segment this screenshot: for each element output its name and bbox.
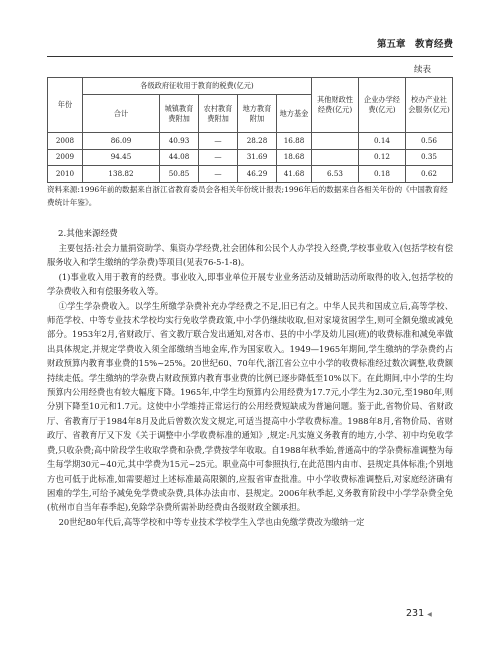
col-other: 其他财政性经费(亿元) xyxy=(312,78,359,133)
cell: 0.62 xyxy=(406,166,453,183)
cell: 0.35 xyxy=(406,149,453,166)
paragraph: ①学生学杂费收入。以学生所缴学杂费补充办学经费之不足,旧已有之。中华人民共和国成立后,高等学校、师范学校、中等专业技术学校均实行免收学费政策,中小学仍继续收取,但对家境贫困学生,则可全额免缴或减免部分。1953年2月,省财政厅、省文教厅联合发出通知,对各市、县的中小学及幼儿园(班)的收费标准和减免率做出具体规定,并规定学费收入须全部缴纳当地金库,作为国家收入。1949—1965年期间,学生缴纳的学杂费约占财政预算内教育事业费的15%~25%。20世纪60、70年代,浙江省公立中小学的收费标准经过数次调整,收费额持续走低。学生缴纳的学杂费占财政预算内教育事业费的比例已逐步降低至10%以下。在此期间,中小学的生均预算内公用经费也有较大幅度下降。1965年,中学生均预算内公用经费为17.7元,小学生为2.30元,至1980年,则分别下降至10元和1.7元。这使中小学维持正常运行的公用经费短缺成为普遍问题。鉴于此,省物价局、省财政厅、省教育厅于1984年8月及此后曾数次发文规定,可适当提高中小学收费标准。1988年8月,省物价局、省财政厅、省教育厅又下发《关于调整中小学收费标准的通知》,规定:凡实施义务教育的地方,小学、初中均免收学费,只收杂费;高中阶段学生收取学费和杂费,学费按学年收取。自1988年秋季始,普通高中的学杂费标准调整为每生每学期30元~40元,其中学费为15元~25元。职业高中可参照执行,在此范围内由市、县规定具体标准;个别地方也可低于此标准,如需要超过上述标准最高限额的,应报省审查批准。中小学收费标准调整后,对家庭经济确有困难的学生,可给予减免免学费或杂费,具体办法由市、县规定。2006年秋季起,义务教育阶段中小学学杂费全免(杭州市自当年春季起),免除学杂费所需补助经费由各级财政全额承担。 xyxy=(47,300,453,513)
cell: 6.53 xyxy=(312,166,359,183)
cell: — xyxy=(199,166,238,183)
cell: 0.18 xyxy=(359,166,406,183)
cell: 40.93 xyxy=(160,133,199,150)
running-header xyxy=(47,36,453,54)
paragraph: 20世纪80年代后,高等学校和中等专业技术学校学生入学也由免缴学费改为缴纳一定 xyxy=(58,516,365,527)
col-rural: 农村教育费附加 xyxy=(199,95,238,133)
cell xyxy=(312,133,359,150)
page-ornament: ◀ xyxy=(427,611,432,618)
col-local: 地方教育附加 xyxy=(238,95,277,133)
page-number xyxy=(406,608,432,619)
header-rule xyxy=(47,56,453,57)
source-note: 资料来源:1996年前的数据来自浙江省教育委员会各相关年份统计报表;1996年后的数据来自各相关年份的《中国教育经费统计年鉴》。 xyxy=(47,185,448,207)
cell: 44.08 xyxy=(160,149,199,166)
cell: — xyxy=(199,133,238,150)
cell: 2009 xyxy=(48,149,83,166)
table-row xyxy=(48,166,453,183)
cell: 138.82 xyxy=(83,166,160,183)
cell: 0.14 xyxy=(359,133,406,150)
cell: — xyxy=(199,149,238,166)
cell: 28.28 xyxy=(238,133,277,150)
cell: 0.12 xyxy=(359,149,406,166)
cell: 18.68 xyxy=(277,149,312,166)
col-year: 年份 xyxy=(48,78,83,133)
body-text xyxy=(47,241,453,529)
cell: 2008 xyxy=(48,133,83,150)
col-total: 合计 xyxy=(83,95,160,133)
col-school: 校办产业社会服务(亿元) xyxy=(406,78,453,133)
page-number-value: 231 xyxy=(406,608,425,619)
col-fund: 地方基金 xyxy=(277,95,312,133)
cell: 0.56 xyxy=(406,133,453,150)
col-enterprise: 企业办学经费(亿元) xyxy=(359,78,406,133)
section-title: 2.其他来源经费 xyxy=(58,229,118,239)
cell: 86.09 xyxy=(83,133,160,150)
col-urban: 城镇教育费附加 xyxy=(160,95,199,133)
table-row xyxy=(48,149,453,166)
cell: 50.85 xyxy=(160,166,199,183)
cell: 16.88 xyxy=(277,133,312,150)
cell: 31.69 xyxy=(238,149,277,166)
paragraph: 主要包括:社会力量捐资助学、集资办学经费,社会团体和公民个人办学投入经费,学校事业收入(包括学校有偿服务收入和学生缴纳的学杂费)等项目(见表76-5-1-8)。 xyxy=(47,243,453,268)
paragraph: (1)事业收入用于教育的经费。事业收入,即事业单位开展专业业务活动及辅助活动所取得的收入,包括学校的学杂费收入和有偿服务收入等。 xyxy=(47,271,453,297)
col-group: 各级政府征收用于教育的税费(亿元) xyxy=(83,78,312,95)
data-table xyxy=(47,77,453,183)
cell xyxy=(312,149,359,166)
cell: 2010 xyxy=(48,166,83,183)
cell: 46.29 xyxy=(238,166,277,183)
cell: 94.45 xyxy=(83,149,160,166)
table-caption: 续表 xyxy=(414,65,432,75)
table-row xyxy=(48,133,453,150)
chapter-title: 第五章 教育经费 xyxy=(376,39,453,50)
cell: 41.68 xyxy=(277,166,312,183)
